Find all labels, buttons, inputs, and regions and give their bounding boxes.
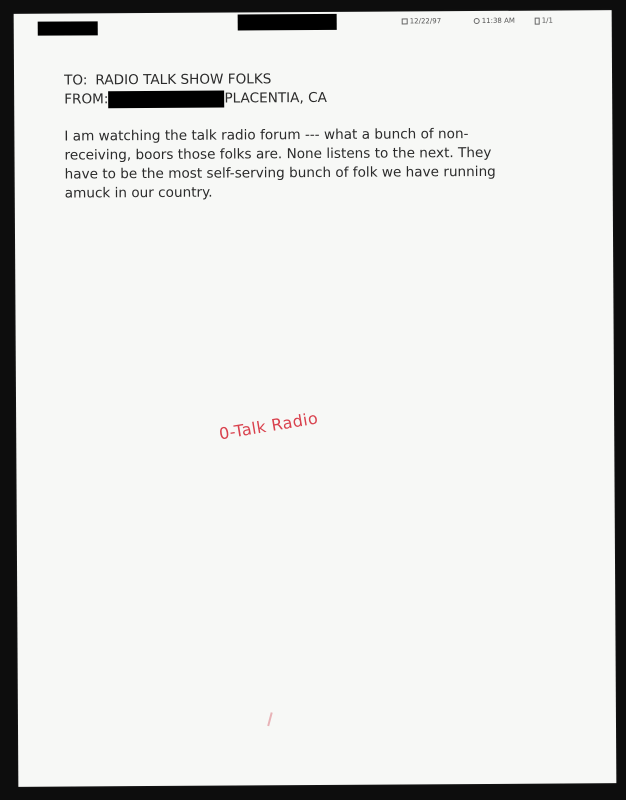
- red-pen-mark: [267, 712, 272, 726]
- fax-date-text: 12/22/97: [409, 17, 442, 26]
- fax-page-text: 1/1: [541, 16, 553, 25]
- from-location: PLACENTIA, CA: [224, 89, 327, 107]
- fax-time: [474, 17, 515, 25]
- redaction-block-top-left: [38, 21, 98, 35]
- handwritten-annotation: 0-Talk Radio: [217, 408, 320, 444]
- redaction-block-top-center: [238, 14, 337, 31]
- page-icon: [535, 17, 540, 24]
- from-label: FROM:: [64, 91, 109, 108]
- fax-date: [402, 17, 442, 25]
- body-line: receiving, boors those folks are. None listens to the next. They: [64, 144, 492, 164]
- fax-time-text: 11:38 AM: [481, 16, 515, 25]
- clock-icon: [474, 18, 480, 24]
- paper-page: [14, 10, 617, 787]
- to-label: TO:: [64, 72, 88, 89]
- fax-page: [535, 17, 553, 25]
- message-body: [64, 124, 564, 203]
- from-line: [64, 89, 327, 110]
- body-line: I am watching the talk radio forum --- what a bunch of non-: [64, 126, 469, 145]
- to-value: RADIO TALK SHOW FOLKS: [95, 71, 272, 89]
- body-line: have to be the most self-serving bunch of folk we have running: [64, 163, 496, 183]
- to-line: [64, 70, 327, 91]
- redaction-block-sender: [108, 91, 224, 109]
- body-line: amuck in our country.: [64, 184, 213, 202]
- memo-header: [64, 70, 327, 110]
- fax-icon: [402, 18, 408, 24]
